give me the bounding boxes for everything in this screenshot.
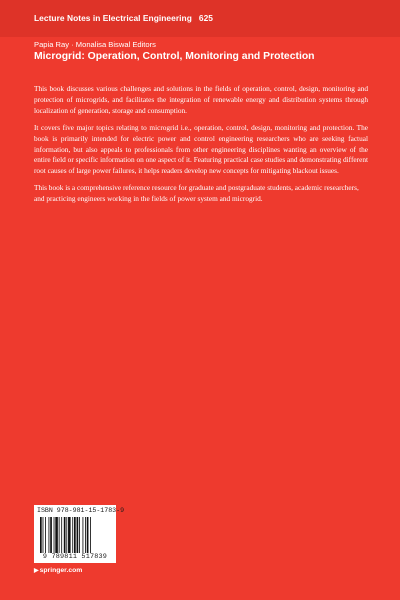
isbn-barcode-box (34, 505, 125, 563)
barcode-bar (55, 517, 58, 553)
blurb-paragraph: This book is a comprehensive reference resource for graduate and postgraduate students, academic researchers, and practicing engineers working in the fields of power system and microgrid. (34, 183, 359, 204)
series-volume: 625 (198, 13, 213, 23)
editors-line: Papia Ray · Monalisa Biswal Editors (34, 40, 156, 49)
barcode-bar (45, 517, 46, 553)
book-title: Microgrid: Operation, Control, Monitoring and Protection (34, 51, 315, 62)
barcode-bar (54, 517, 55, 553)
barcode-bar (72, 517, 73, 553)
barcode-graphic (40, 517, 110, 553)
blurb-text (34, 84, 368, 211)
barcode-bar (61, 517, 62, 553)
series-header-band (0, 0, 400, 37)
publisher-url: springer.com (39, 567, 83, 574)
barcode-bar (49, 517, 50, 553)
barcode-bar (74, 517, 76, 553)
blurb-paragraph: This book discusses various challenges and solutions in the fields of operation, control, design, monitoring and protection of microgrids, and facilitates the integration of renewable energy and distribution systems through localization of generation, storage and consumption. (34, 84, 368, 115)
barcode-bar (85, 517, 86, 553)
barcode-bar (50, 517, 52, 553)
barcode-bar (79, 517, 80, 553)
barcode-bar (90, 517, 91, 553)
publisher-link[interactable] (34, 567, 82, 574)
barcode-bar (83, 517, 84, 553)
arrow-right-icon: ▶ (34, 568, 39, 574)
barcode-bar (68, 517, 71, 553)
barcode-digits: 9 789811 517839 (42, 553, 108, 561)
series-line (34, 13, 213, 23)
barcode-bar (43, 517, 44, 553)
barcode-bar (77, 517, 79, 553)
barcode-bar (87, 517, 89, 553)
series-name: Lecture Notes in Electrical Engineering (34, 13, 192, 23)
barcode-bar (64, 517, 66, 553)
blurb-paragraph: It covers five major topics relating to microgrid i.e., operation, control, design, monitoring and protection. The book is primarily intended for electric power and control engineering researchers who are seeking factual information, but also appeals to professionals from other engineering disciplines wanting an overview of the entire field or specific information on one aspect of it. Featuring practical case studies and demonstrating different root causes of large power failures, it helps readers develop new concepts for mitigating blackout issues. (34, 122, 368, 176)
barcode-bar (66, 517, 67, 553)
barcode-bar (59, 517, 60, 553)
barcode-bar (40, 517, 42, 553)
isbn-label: ISBN 978-981-15-1783-9 (37, 507, 125, 514)
